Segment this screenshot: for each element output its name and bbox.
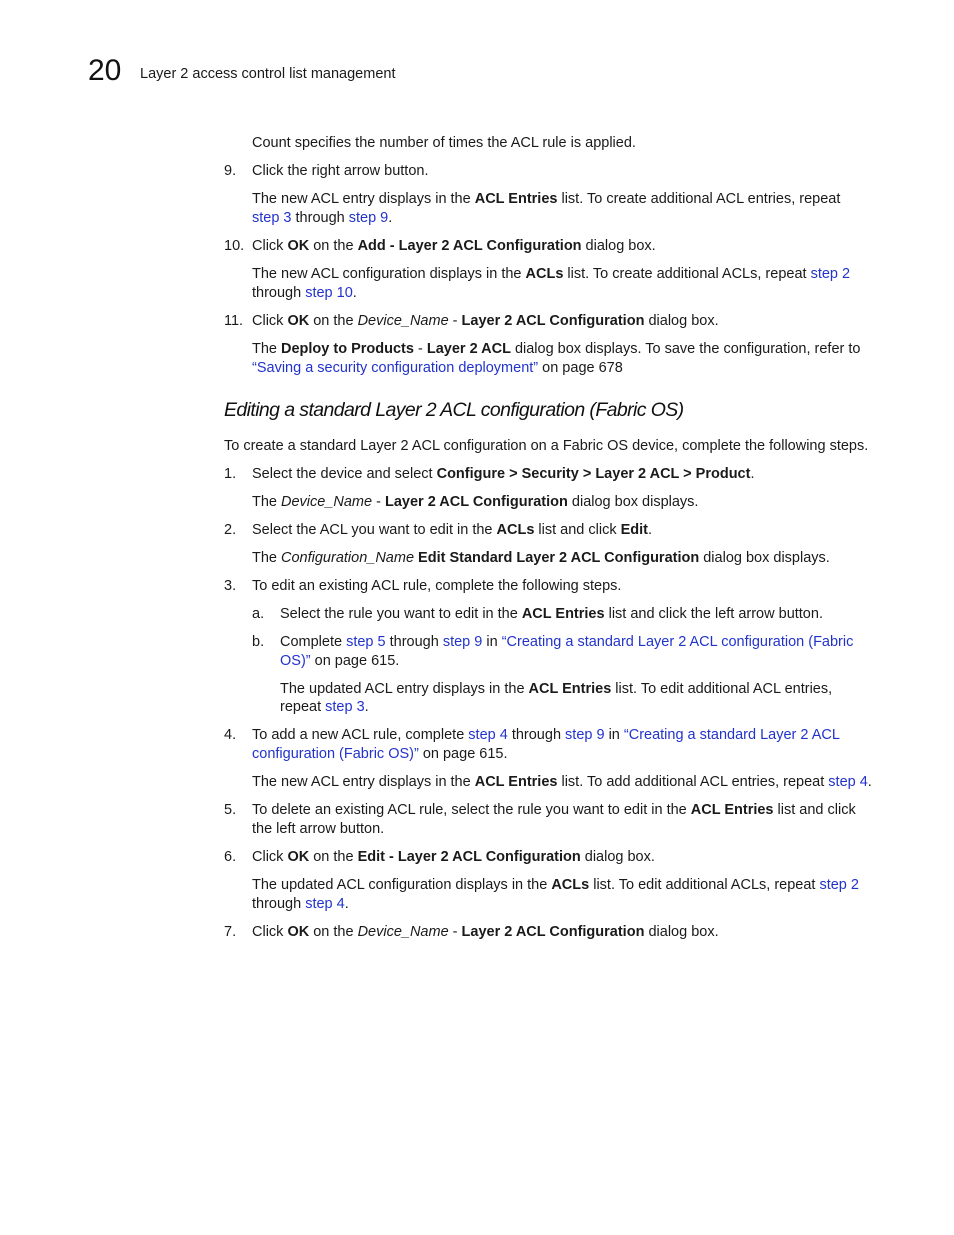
step-number: 10. bbox=[224, 238, 245, 254]
text-run: list and click bbox=[773, 802, 856, 818]
ui-term: ACL Entries bbox=[521, 606, 605, 622]
chapter-title: Layer 2 access control list management bbox=[140, 66, 396, 82]
cross-reference-link[interactable]: OS)” bbox=[280, 653, 311, 669]
step-text bbox=[252, 237, 656, 256]
text-run: through bbox=[385, 634, 443, 650]
text-run: - bbox=[413, 341, 427, 357]
text-run: on the bbox=[309, 849, 358, 865]
text-run: Select the ACL you want to edit in the bbox=[252, 522, 497, 538]
text-run: . bbox=[352, 285, 357, 301]
step-result-cont bbox=[252, 284, 357, 303]
substep-text bbox=[280, 605, 823, 624]
ui-term: Deploy to Products bbox=[281, 341, 414, 357]
step-number: 5. bbox=[224, 802, 237, 818]
text-run: dialog box. bbox=[580, 849, 655, 865]
text-run: Click bbox=[252, 238, 288, 254]
step-result-cont bbox=[252, 209, 392, 228]
step-link[interactable]: step 9 bbox=[565, 727, 605, 743]
step-link[interactable]: step 4 bbox=[468, 727, 508, 743]
step-text bbox=[252, 801, 856, 820]
step-text bbox=[252, 312, 719, 331]
text-run: Click bbox=[252, 849, 288, 865]
ui-term: OK bbox=[287, 924, 310, 940]
text-run: dialog box. bbox=[581, 238, 656, 254]
substep-text-cont bbox=[280, 652, 399, 671]
step-link[interactable]: step 3 bbox=[252, 210, 292, 226]
substep-result-cont bbox=[280, 698, 369, 717]
ui-term: ACL Entries bbox=[474, 191, 558, 207]
step-text bbox=[252, 923, 719, 942]
text-run: on page 615. bbox=[310, 653, 400, 669]
text-run: list. To add additional ACL entries, repeat bbox=[557, 774, 829, 790]
variable-term: Device_Name bbox=[357, 313, 449, 329]
ui-term: OK bbox=[287, 849, 310, 865]
ui-term: Layer 2 ACL Configuration bbox=[384, 494, 568, 510]
step-result bbox=[252, 190, 840, 209]
text-run: Click bbox=[252, 313, 288, 329]
text-run: dialog box displays. bbox=[699, 550, 830, 566]
ui-term: Edit Standard Layer 2 ACL Configuration bbox=[418, 550, 700, 566]
text-run: repeat bbox=[280, 699, 326, 715]
step-text: Click the right arrow button. bbox=[252, 163, 429, 179]
text-run: list and click the left arrow button. bbox=[604, 606, 823, 622]
ui-term: OK bbox=[287, 313, 310, 329]
text-run: To delete an existing ACL rule, select the rule you want to edit in the bbox=[252, 802, 691, 818]
text-run: on page 615. bbox=[418, 746, 508, 762]
step-text: To edit an existing ACL rule, complete the following steps. bbox=[252, 578, 622, 594]
text-run: list. To edit additional ACLs, repeat bbox=[589, 877, 820, 893]
ui-term: ACLs bbox=[525, 266, 564, 282]
text-run: on page 678 bbox=[538, 360, 623, 376]
step-result bbox=[252, 265, 850, 284]
step-text bbox=[252, 726, 840, 745]
ui-term: Layer 2 ACL Configuration bbox=[461, 924, 645, 940]
text-run: The updated ACL configuration displays in the bbox=[252, 877, 552, 893]
step-number: 6. bbox=[224, 849, 237, 865]
cross-reference-link[interactable]: “Creating a standard Layer 2 ACL configuration (Fabric bbox=[501, 634, 854, 650]
text-run: The bbox=[252, 494, 282, 510]
step-link[interactable]: step 3 bbox=[325, 699, 365, 715]
ui-term: ACL Entries bbox=[474, 774, 558, 790]
step-result-cont bbox=[252, 359, 623, 378]
ui-term: Edit bbox=[620, 522, 649, 538]
step-result bbox=[252, 876, 859, 895]
step-link[interactable]: step 10 bbox=[305, 285, 353, 301]
text-run: . bbox=[364, 699, 369, 715]
step-link[interactable]: step 2 bbox=[810, 266, 851, 282]
text-run: list. To create additional ACLs, repeat bbox=[563, 266, 811, 282]
cross-reference-link[interactable]: configuration (Fabric OS)” bbox=[252, 746, 419, 762]
text-run: . bbox=[867, 774, 872, 790]
step-text-cont: the left arrow button. bbox=[252, 821, 385, 837]
text-run: . bbox=[750, 466, 755, 482]
step-number: 3. bbox=[224, 578, 237, 594]
text-run: through bbox=[507, 727, 566, 743]
text-run: The bbox=[252, 341, 282, 357]
step-number: 1. bbox=[224, 466, 237, 482]
step-text bbox=[252, 848, 655, 867]
ui-term: ACLs bbox=[551, 877, 590, 893]
step-link[interactable]: step 2 bbox=[819, 877, 859, 893]
text-run: . bbox=[648, 522, 653, 538]
ui-term: Edit - Layer 2 ACL Configuration bbox=[357, 849, 581, 865]
step-result bbox=[252, 493, 698, 512]
text-run: Select the device and select bbox=[252, 466, 437, 482]
substep-text bbox=[280, 633, 853, 652]
ui-term: ACLs bbox=[496, 522, 535, 538]
step-link[interactable]: step 4 bbox=[828, 774, 868, 790]
ui-term: OK bbox=[287, 238, 310, 254]
substep-letter: b. bbox=[252, 634, 265, 650]
text-run: list. To create additional ACL entries, repeat bbox=[557, 191, 841, 207]
step-number: 9. bbox=[224, 163, 237, 179]
text-run: through bbox=[291, 210, 349, 226]
ui-term: ACL Entries bbox=[528, 681, 612, 697]
ui-term: ACL Entries bbox=[690, 802, 774, 818]
text-run: Complete bbox=[280, 634, 347, 650]
step-result bbox=[252, 340, 860, 359]
variable-term: Device_Name bbox=[281, 494, 373, 510]
text-run: dialog box displays. To save the configuration, refer to bbox=[510, 341, 861, 357]
step-link[interactable]: step 9 bbox=[348, 210, 389, 226]
text-run: - bbox=[448, 313, 462, 329]
step-result-cont bbox=[252, 895, 349, 914]
step-text-cont bbox=[252, 745, 508, 764]
text-run: The bbox=[252, 550, 282, 566]
count-description: Count specifies the number of times the ACL rule is applied. bbox=[252, 135, 636, 151]
step-link[interactable]: step 4 bbox=[305, 896, 345, 912]
text-run: Select the rule you want to edit in the bbox=[280, 606, 522, 622]
step-text bbox=[252, 465, 754, 484]
variable-term: Device_Name bbox=[357, 924, 449, 940]
step-result bbox=[252, 549, 830, 568]
text-run: The new ACL entry displays in the bbox=[252, 774, 475, 790]
text-run: dialog box displays. bbox=[567, 494, 699, 510]
text-run: . bbox=[344, 896, 349, 912]
step-number: 11. bbox=[224, 313, 244, 329]
text-run: To add a new ACL rule, complete bbox=[252, 727, 469, 743]
step-number: 2. bbox=[224, 522, 237, 538]
text-run: . bbox=[388, 210, 393, 226]
cross-reference-link[interactable]: “Creating a standard Layer 2 ACL bbox=[623, 727, 840, 743]
substep-result bbox=[280, 680, 832, 699]
text-run: The new ACL configuration displays in the bbox=[252, 266, 526, 282]
step-text bbox=[252, 521, 652, 540]
step-number: 7. bbox=[224, 924, 237, 940]
step-link[interactable]: step 9 bbox=[442, 634, 483, 650]
text-run: list and click bbox=[534, 522, 621, 538]
variable-term: Configuration_Name bbox=[281, 550, 415, 566]
section-intro: To create a standard Layer 2 ACL configuration on a Fabric OS device, complete the following steps. bbox=[224, 438, 869, 454]
text-run: in bbox=[604, 727, 624, 743]
text-run: dialog box. bbox=[644, 924, 719, 940]
step-link[interactable]: step 5 bbox=[346, 634, 386, 650]
chapter-number: 20 bbox=[88, 54, 122, 87]
text-run: through bbox=[252, 285, 306, 301]
text-run: - bbox=[372, 494, 385, 510]
text-run: on the bbox=[309, 313, 358, 329]
text-run: on the bbox=[309, 238, 358, 254]
section-heading: Editing a standard Layer 2 ACL configuration (Fabric OS) bbox=[224, 399, 684, 421]
text-run: Click bbox=[252, 924, 288, 940]
substep-letter: a. bbox=[252, 606, 265, 622]
ui-term: Layer 2 ACL bbox=[426, 341, 511, 357]
text-run: - bbox=[448, 924, 462, 940]
ui-term: Configure > Security > Layer 2 ACL > Product bbox=[436, 466, 751, 482]
step-number: 4. bbox=[224, 727, 237, 743]
text-run: The updated ACL entry displays in the bbox=[280, 681, 529, 697]
text-run: The new ACL entry displays in the bbox=[252, 191, 475, 207]
text-run: on the bbox=[309, 924, 358, 940]
cross-reference-link[interactable]: “Saving a security configuration deployment” bbox=[252, 360, 539, 376]
text-run: dialog box. bbox=[644, 313, 719, 329]
step-result bbox=[252, 773, 872, 792]
text-run: through bbox=[252, 896, 306, 912]
text-run: in bbox=[482, 634, 502, 650]
text-run: list. To edit additional ACL entries, bbox=[611, 681, 833, 697]
ui-term: Layer 2 ACL Configuration bbox=[461, 313, 645, 329]
ui-term: Add - Layer 2 ACL Configuration bbox=[357, 238, 582, 254]
